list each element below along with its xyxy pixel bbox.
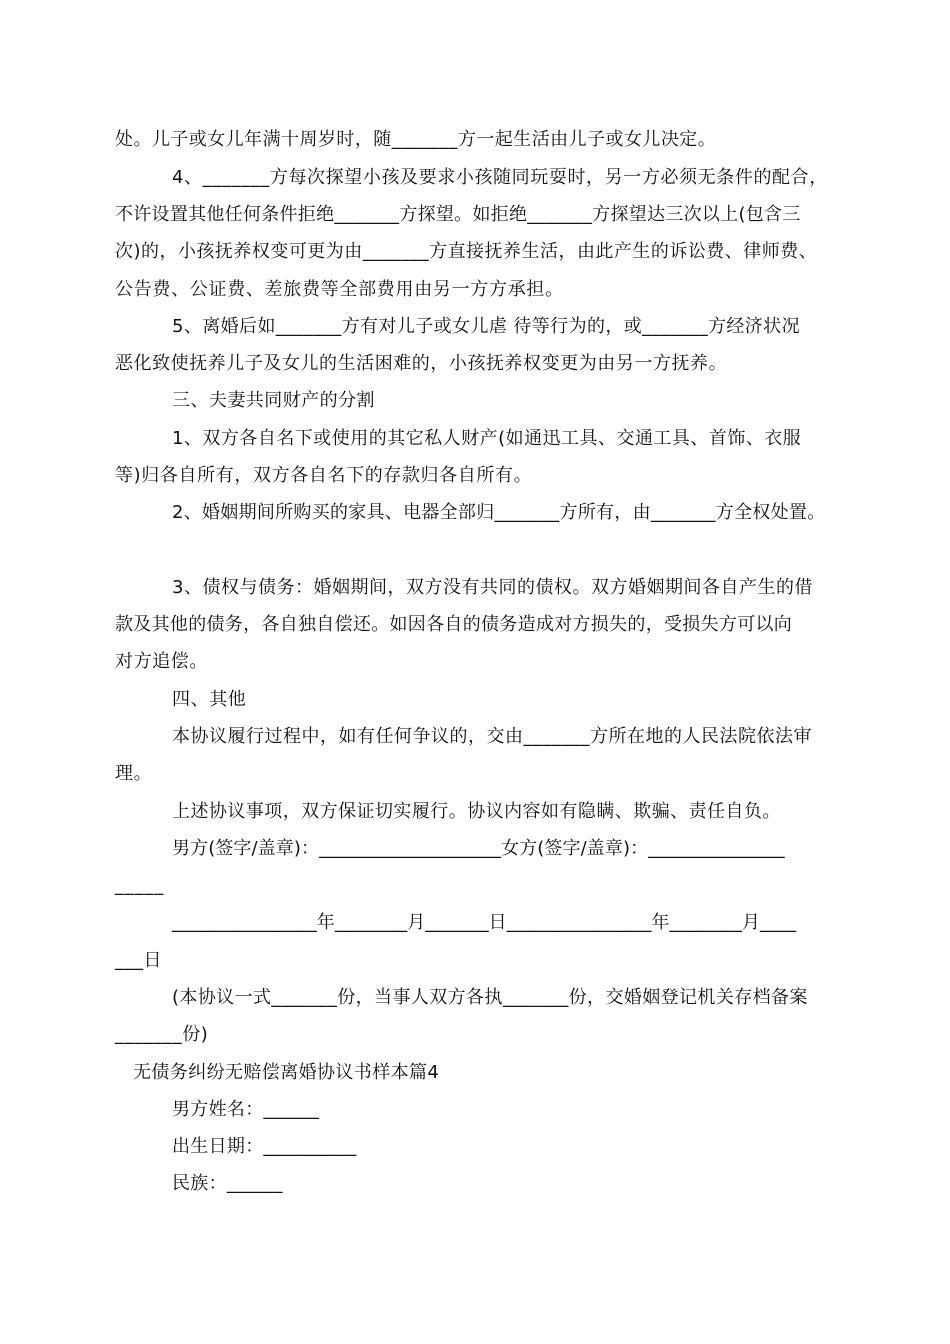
- text-line: 本协议履行过程中，如有任何争议的，交由_______方所在地的人民法院依法审: [172, 726, 812, 747]
- text-line: (本协议一式_______份，当事人双方各执_______份，交婚姻登记机关存档备案: [172, 987, 808, 1008]
- form-field-line: 男方姓名：______: [172, 1099, 320, 1120]
- text-line: 款及其他的债务，各自独自偿还。如因各自的债务造成对方损失的，受损失方可以向: [115, 614, 793, 635]
- text-line: 4、_______方每次探望小孩及要求小孩随同玩耍时，另一方必须无条件的配合，: [172, 167, 828, 188]
- text-line: 对方追偿。: [115, 651, 208, 672]
- text-line: _______份): [115, 1024, 209, 1045]
- section-heading: 三、夫妻共同财产的分割: [172, 390, 375, 411]
- text-line: 恶化致使抚养儿子及女儿的生活困难的，小孩抚养权变更为由另一方抚养。: [115, 353, 728, 374]
- text-line: 等)归各自所有，双方各自名下的存款归各自所有。: [115, 465, 533, 486]
- text-line: 次)的，小孩抚养权变可更为由_______方直接抚养生活，由此产生的诉讼费、律师费、: [115, 241, 818, 262]
- text-line: 1、双方各自名下或使用的其它私人财产(如通迅工具、交通工具、首饰、衣服: [172, 428, 802, 449]
- text-line: 5、离婚后如_______方有对儿子或女儿虐 待等行为的，或_______方经济状况: [172, 316, 800, 337]
- signature-line: 男方(签字/盖章)：____________________女方(签字/盖章)：_______________: [172, 838, 785, 859]
- form-field-line: 出生日期：__________: [172, 1136, 357, 1157]
- text-line: 处。儿子或女儿年满十周岁时，随_______方一起生活由儿子或女儿决定。: [115, 129, 717, 150]
- section-heading: 四、其他: [172, 689, 247, 710]
- text-line: 2、婚姻期间所购买的家具、电器全部归_______方所有，由_______方全权处置。: [172, 502, 826, 523]
- article-title: 无债务纠纷无赔偿离婚协议书样本篇4: [133, 1062, 440, 1083]
- text-line: 上述协议事项，双方保证切实履行。协议内容如有隐瞒、欺骗、责任自负。: [172, 801, 781, 822]
- date-line: ___日: [115, 950, 162, 971]
- text-line: 理。: [115, 763, 153, 784]
- text-line: 3、债权与债务：婚姻期间，双方没有共同的债权。双方婚姻期间各自产生的借: [172, 577, 813, 598]
- text-line: 公告费、公证费、差旅费等全部费用由另一方方承担。: [115, 279, 564, 300]
- date-line: ________________年________月_______日________________年________月____: [172, 912, 797, 933]
- signature-line: _____: [115, 875, 164, 896]
- text-line: 不许设置其他任何条件拒绝_______方探望。如拒绝_______方探望达三次以上(包含三: [115, 204, 801, 225]
- form-field-line: 民族：______: [172, 1173, 283, 1194]
